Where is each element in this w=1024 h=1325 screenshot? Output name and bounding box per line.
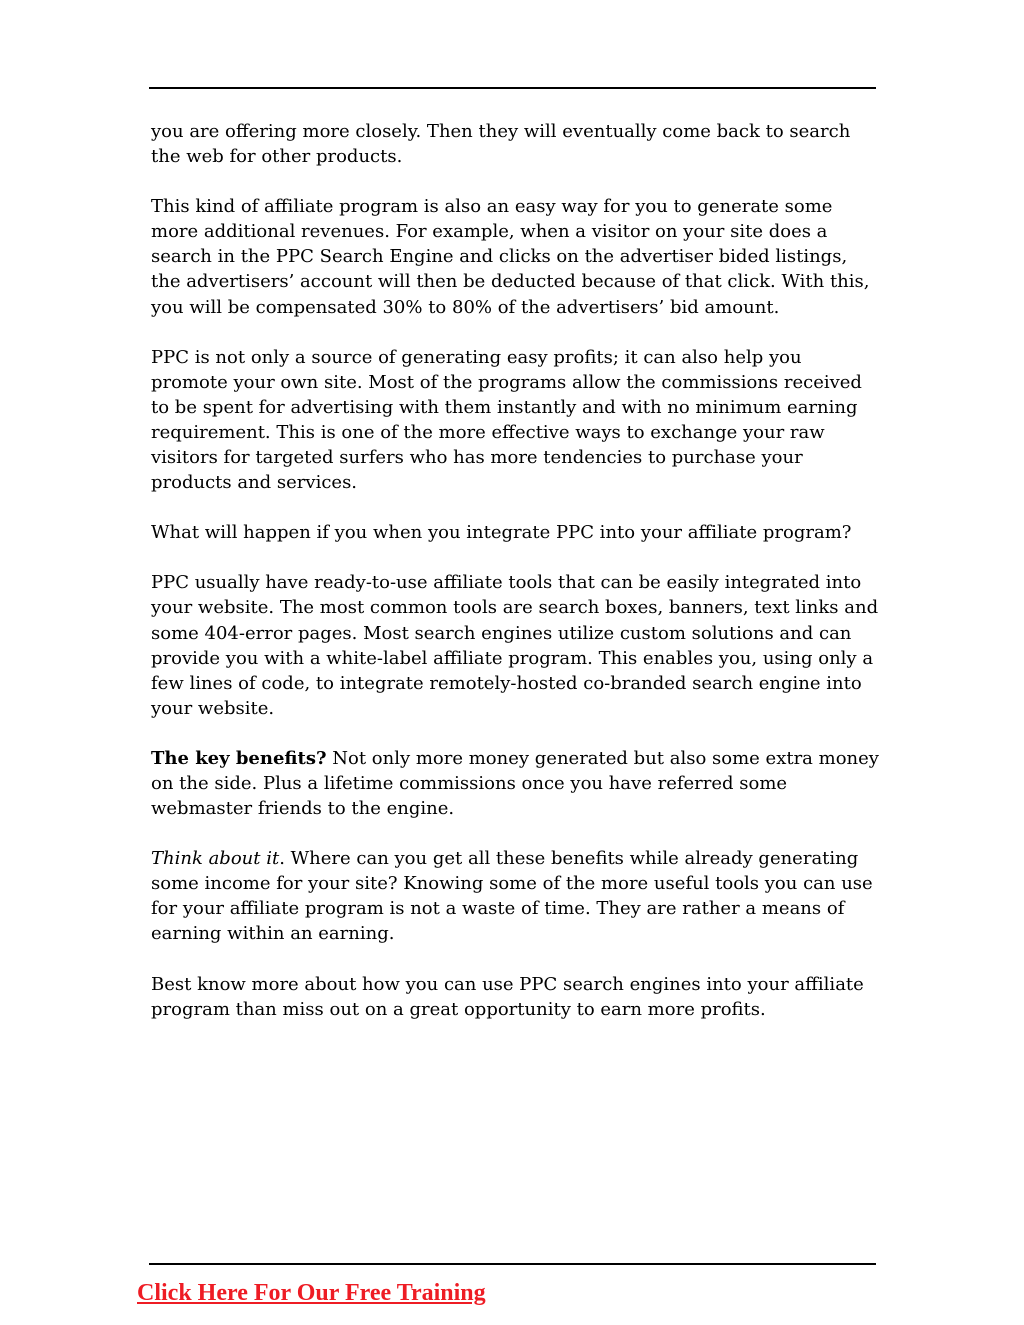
paragraph bbox=[151, 846, 881, 946]
paragraph bbox=[151, 345, 881, 496]
top-divider bbox=[149, 87, 876, 89]
paragraph bbox=[151, 746, 881, 821]
paragraph-text: Best know more about how you can use PPC search engines into your affiliate program than miss out on a great opportunity to earn more profits. bbox=[151, 973, 864, 1020]
paragraph-bold-lead: The key benefits? bbox=[151, 747, 327, 769]
paragraph bbox=[151, 972, 881, 1022]
paragraph-text: Not only more money generated but also some extra money on the side. Plus a lifetime commissions once you have referred some webmaster friends to the engine. bbox=[151, 747, 879, 820]
free-training-link[interactable]: Click Here For Our Free Training bbox=[137, 1280, 486, 1306]
paragraph bbox=[151, 119, 881, 169]
paragraph-text: PPC is not only a source of generating easy profits; it can also help you promote your own site. Most of the programs allow the commissions received to be spent for advertising with them instantly and with no minimum earning requirement. This is one of the more effective ways to exchange your raw visitors for targeted surfers who has more tendencies to purchase your products and services. bbox=[151, 346, 862, 494]
paragraph-text: What will happen if you when you integrate PPC into your affiliate program? bbox=[151, 522, 852, 544]
paragraph-italic-lead: Think about it bbox=[151, 848, 280, 870]
paragraph bbox=[151, 520, 881, 545]
paragraph bbox=[151, 194, 881, 319]
bottom-divider bbox=[149, 1263, 876, 1265]
paragraph-text: you are offering more closely. Then they will eventually come back to search the web for other products. bbox=[151, 121, 851, 168]
document-body bbox=[151, 119, 881, 1047]
paragraph-text: This kind of affiliate program is also an easy way for you to generate some more additional revenues. For example, when a visitor on your site does a search in the PPC Search Engine and clicks on the advertiser bided listings, the advertisers’ account will then be deducted because of that click. With this, you will be compensated 30% to 80% of the advertisers’ bid amount. bbox=[151, 196, 870, 318]
paragraph bbox=[151, 570, 881, 721]
paragraph-text: PPC usually have ready-to-use affiliate tools that can be easily integrated into your website. The most common tools are search boxes, banners, text links and some 404-error pages. Most search engines utilize custom solutions and can provide you with a white-label affiliate program. This enables you, using only a few lines of code, to integrate remotely-hosted co-branded search engine into your website. bbox=[151, 572, 879, 719]
paragraph-text: . Where can you get all these benefits while already generating some income for your site? Knowing some of the more useful tools you can use for your affiliate program is not a waste of time. They are rather a means of earning within an earning. bbox=[151, 848, 873, 945]
